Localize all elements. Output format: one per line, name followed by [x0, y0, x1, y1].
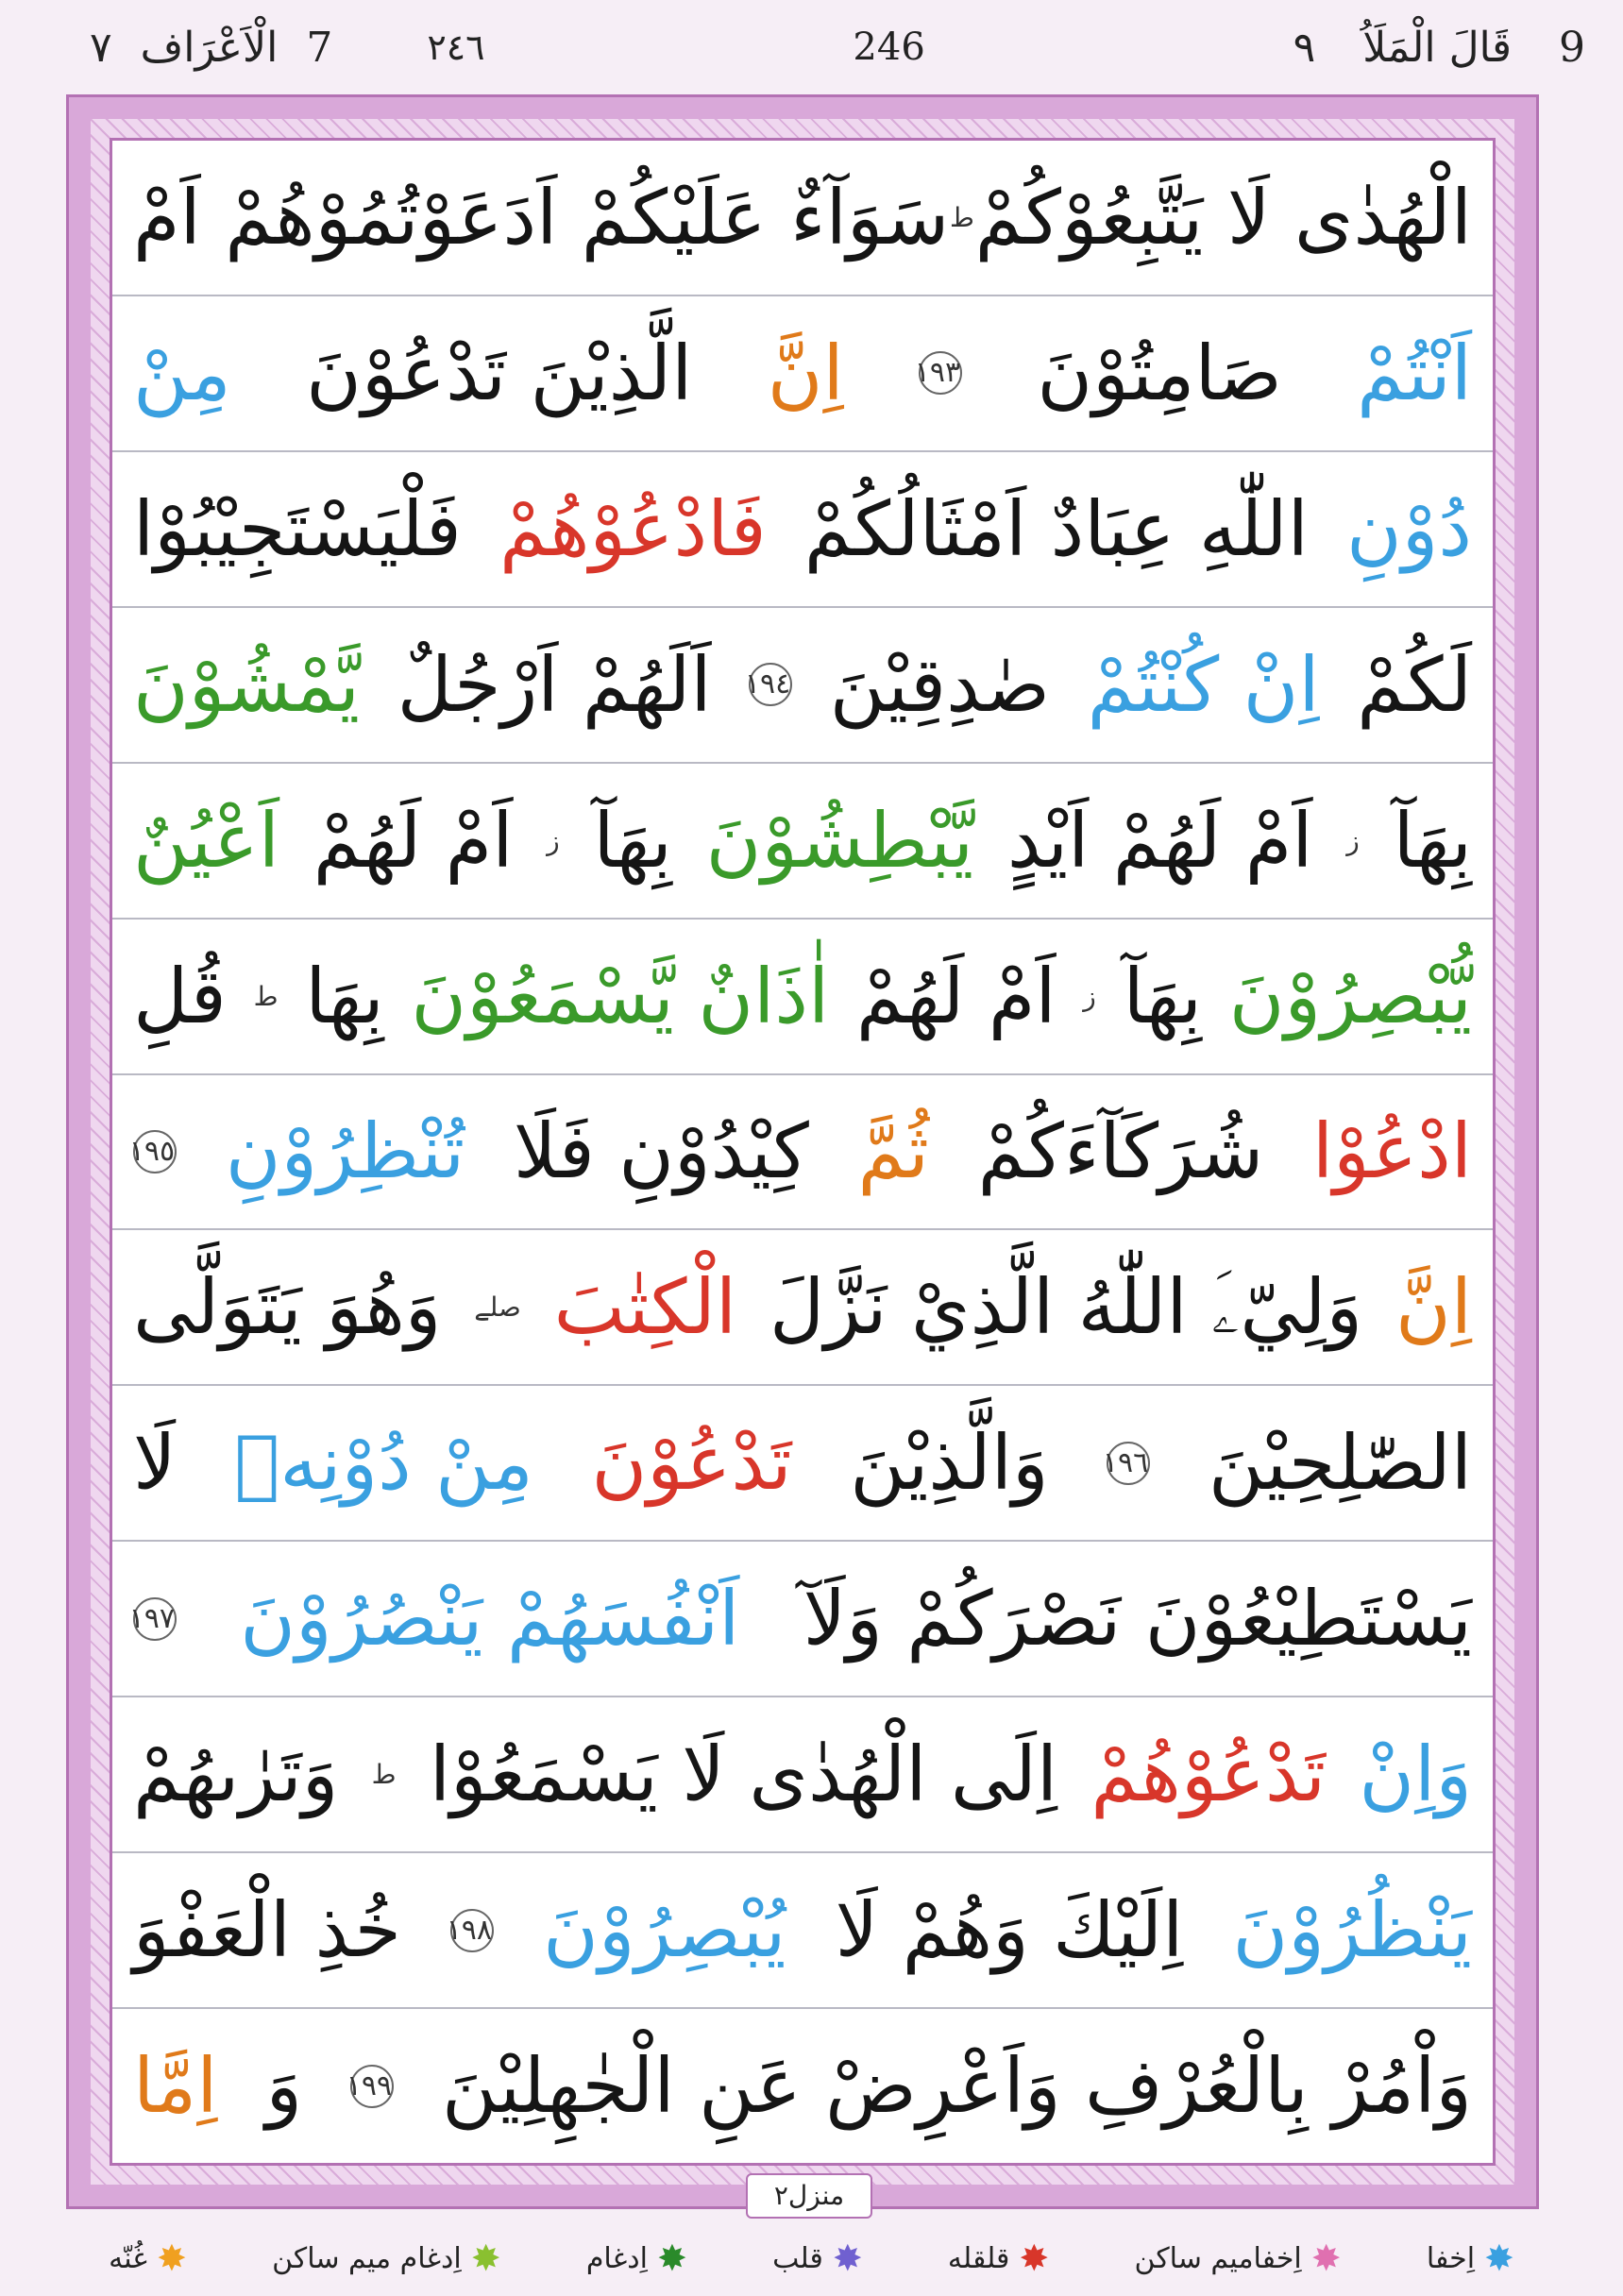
legend-label: اِخفامیم ساکن — [1134, 2241, 1302, 2275]
star-icon: ✸ — [832, 2237, 863, 2279]
tajweed-word-orange: اِمَّا — [133, 2042, 218, 2131]
verse-text: وَالَّذِيْنَ — [850, 1419, 1049, 1508]
verse-text: لَكُمْ — [1357, 640, 1472, 729]
legend-item — [585, 2237, 687, 2279]
legend-label: اِدغام میم ساکن — [272, 2241, 462, 2275]
legend-label: قلب — [772, 2241, 823, 2275]
verse-text: سَوَآءٌ عَلَيْكُمْ اَدَعَوْتُمُوْهُمْ اَمْ — [133, 173, 950, 262]
verse-text: خُذِ الْعَفْوَ — [133, 1886, 401, 1975]
legend-item — [1426, 2237, 1514, 2279]
verse-text: فَلْيَسْتَجِيْبُوْا — [133, 484, 462, 573]
tajweed-word-green: يَّبْطِشُوْنَ — [705, 796, 974, 885]
verse-text: وَلِيّۦَ اللّٰهُ الَّذِيْ نَزَّلَ — [769, 1262, 1363, 1351]
legend-label: غُنّه — [109, 2241, 147, 2275]
legend-item — [109, 2237, 187, 2279]
tajweed-word-red: فَادْعُوْهُمْ — [499, 484, 767, 573]
ayah-number-marker: ١٩٣ — [919, 351, 962, 395]
legend-item — [947, 2237, 1050, 2279]
legend-item — [772, 2237, 863, 2279]
verse-text: صٰدِقِيْنَ — [829, 640, 1050, 729]
verse-text: اللّٰهِ عِبَادٌ اَمْثَالُكُمْ — [803, 484, 1309, 573]
verse-text: يَسْتَطِيْعُوْنَ نَصْرَكُمْ وَلَآ — [803, 1575, 1472, 1663]
verse-line — [112, 141, 1493, 296]
verse-text: شُرَكَآءَكُمْ — [977, 1107, 1264, 1196]
tajweed-word-orange: اِنَّ — [767, 329, 844, 417]
verse-line — [112, 1230, 1493, 1386]
surah-number-arabic: ٧ — [90, 23, 112, 72]
verse-line — [112, 2009, 1493, 2163]
tajweed-word-red: الْكِتٰبَ — [553, 1263, 737, 1352]
verse-text: بِهَآ — [1123, 952, 1202, 1040]
verse-text: اَمْ لَهُمْ — [855, 952, 1057, 1040]
verse-line — [112, 764, 1493, 920]
tajweed-word-red: تَدْعُوْهُمْ — [1090, 1730, 1327, 1819]
verse-line — [112, 1697, 1493, 1853]
verse-line — [112, 1386, 1493, 1542]
verse-text: وَهُوَ يَتَوَلَّى — [133, 1263, 442, 1352]
legend-label: قلقله — [947, 2241, 1010, 2275]
ayah-number-marker: ١٩٥ — [133, 1130, 177, 1173]
legend-item — [1134, 2237, 1342, 2279]
verse-line — [112, 920, 1493, 1075]
verse-text: وَ — [265, 2042, 303, 2131]
verse-text: قُلِ — [133, 952, 227, 1040]
surah-number: 7 — [306, 23, 333, 72]
verse-line — [112, 1075, 1493, 1231]
verse-line — [112, 1853, 1493, 2009]
verse-text: اَلَهُمْ اَرْجُلٌ — [397, 640, 712, 729]
legend-label: اِخفا — [1426, 2241, 1476, 2275]
tajweed-word-blue: دُوْنِ — [1345, 484, 1472, 573]
tajweed-word-blue: يُبْصِرُوْنَ — [543, 1886, 786, 1975]
verse-text: بِهَآ — [1393, 796, 1472, 885]
pause-mark: ط — [371, 1759, 397, 1791]
verse-text: بِهَا — [305, 952, 384, 1040]
verse-text: اِلَيْكَ وَهُمْ لَا — [835, 1886, 1184, 1975]
ayah-number-marker: ١٩٨ — [450, 1909, 494, 1952]
ayah-number-marker: ١٩٤ — [749, 663, 792, 706]
star-icon: ✸ — [1484, 2237, 1514, 2279]
surah-info — [90, 24, 485, 72]
verse-text: وَتَرٰىهُمْ — [133, 1730, 339, 1819]
star-icon: ✸ — [1310, 2237, 1342, 2279]
pause-mark: ز — [1083, 980, 1096, 1012]
ayah-number-marker: ١٩٦ — [1107, 1442, 1150, 1485]
star-icon: ✸ — [470, 2237, 501, 2279]
tajweed-word-blue: وَاِنْ — [1359, 1730, 1472, 1819]
star-icon: ✸ — [156, 2237, 187, 2279]
pause-mark: ط — [949, 201, 974, 233]
page-border — [66, 94, 1539, 2209]
page-header — [0, 0, 1623, 94]
pause-mark: صلے — [474, 1292, 521, 1324]
tajweed-word-green: يَّمْشُوْنَ — [133, 640, 360, 729]
tajweed-word-red: تَدْعُوْنَ — [591, 1419, 792, 1508]
verse-line — [112, 1542, 1493, 1697]
verse-text: اَمْ لَهُمْ — [313, 796, 514, 885]
verse-line — [112, 452, 1493, 608]
verse-line — [112, 296, 1493, 452]
verse-text: بِهَآ — [593, 796, 672, 885]
verse-text: كِيْدُوْنِ فَلَا — [513, 1107, 809, 1196]
manzil-label: منزل٢ — [746, 2173, 872, 2219]
verse-text: الَّذِيْنَ تَدْعُوْنَ — [306, 329, 693, 417]
tajweed-word-blue: اِنْ كُنْتُمْ — [1087, 640, 1320, 729]
page-number: 246 — [853, 25, 925, 69]
juz-name: قَالَ الْمَلَاُ — [1362, 23, 1512, 72]
tajweed-word-green: اٰذَانٌ يَّسْمَعُوْنَ — [411, 952, 830, 1040]
verse-line — [112, 608, 1493, 764]
tajweed-legend — [0, 2220, 1623, 2296]
tajweed-word-orange: ثُمَّ — [857, 1107, 930, 1196]
juz-info — [1293, 24, 1585, 72]
star-icon: ✸ — [656, 2237, 687, 2279]
tajweed-word-blue: اَنْتُمْ — [1357, 329, 1472, 417]
star-icon: ✸ — [1019, 2237, 1050, 2279]
tajweed-word-green: اَعْيُنٌ — [133, 796, 279, 885]
legend-item — [272, 2237, 501, 2279]
tajweed-word-orange: اِنَّ — [1395, 1263, 1472, 1352]
tajweed-word-blue: يَنْظُرُوْنَ — [1232, 1886, 1472, 1975]
verse-text: اِلَى الْهُدٰى لَا يَسْمَعُوْا — [429, 1730, 1058, 1819]
verse-text: وَاْمُرْ بِالْعُرْفِ وَاَعْرِضْ عَنِ الْجٰهِلِيْنَ — [442, 2042, 1472, 2131]
tajweed-word-blue: تُنْظِرُوْنِ — [225, 1107, 465, 1196]
tajweed-word-blue: اَنْفُسَهُمْ يَنْصُرُوْنَ — [240, 1575, 740, 1663]
verse-text: اَمْ لَهُمْ اَيْدٍ — [1006, 796, 1313, 885]
text-area — [110, 138, 1496, 2166]
tajweed-word-green: يُّبْصِرُوْنَ — [1228, 952, 1472, 1040]
surah-name: الْاَعْرَاف — [140, 23, 279, 72]
juz-number-arabic: ٩ — [1293, 23, 1316, 72]
tajweed-word-blue: مِنْ — [133, 329, 231, 417]
verse-text: الصّٰلِحِيْنَ — [1208, 1419, 1472, 1508]
page-number-arabic: ٢٤٦ — [427, 26, 485, 68]
legend-label: اِدغام — [585, 2241, 648, 2275]
pause-mark: ز — [547, 824, 560, 856]
ayah-number-marker: ١٩٩ — [350, 2065, 394, 2108]
verse-text: صَامِتُوْنَ — [1037, 329, 1282, 417]
verse-lines — [112, 141, 1493, 2163]
verse-text: الْهُدٰى لَا يَتَّبِعُوْكُمْ — [974, 173, 1472, 262]
ayah-number-marker: ١٩٧ — [133, 1597, 177, 1641]
tajweed-word-blue: مِنْ دُوْنِهٖ — [234, 1419, 533, 1508]
pause-mark: ز — [1346, 824, 1360, 856]
pause-mark: ط — [253, 980, 279, 1012]
juz-number: 9 — [1559, 23, 1585, 72]
verse-text: لَا — [133, 1419, 177, 1508]
tajweed-word-red: ادْعُوْا — [1311, 1107, 1472, 1196]
